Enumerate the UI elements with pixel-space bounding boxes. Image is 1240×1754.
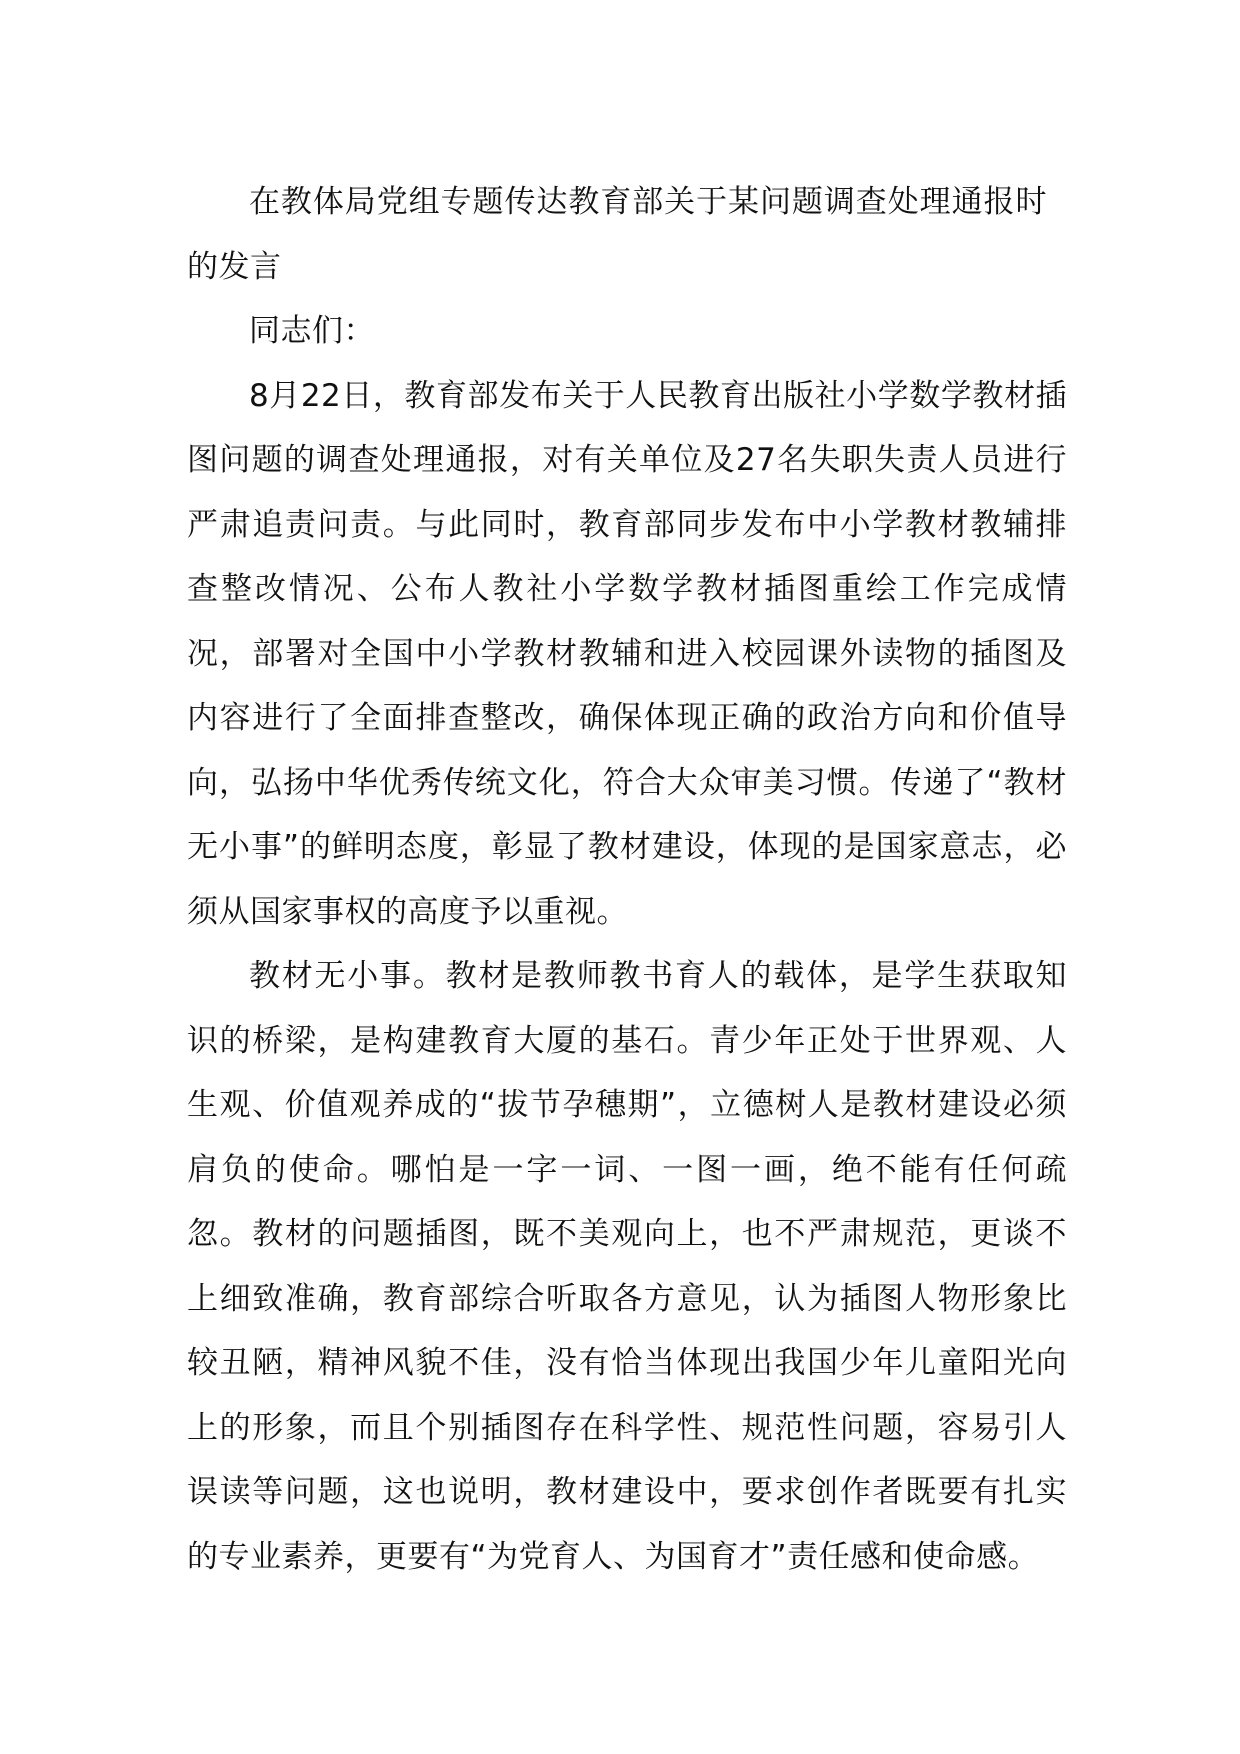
salutation: 同志们：: [249, 313, 375, 349]
body-paragraph: 8月22日，教育部发布关于人民教育出版社小学数学教材插图问题的调查处理通报，对有关单位及27名失职失责人员进行严肃追责问责。与此同时，教育部同步发布中小学教材教辅排查整改情况、公布人教社小学数学教材插图重绘工作完成情况，部署对全国中小学教材教辅和进入校园课外读物的插图及内容进行了全面排查整改，确保体现正确的政治方向和价值导向，弘扬中华优秀传统文化，符合大众审美习惯。传递了“教材无小事”的鲜明态度，彰显了教材建设，体现的是国家意志，必须从国家事权的高度予以重视。: [187, 377, 1067, 930]
speech-title: 在教体局党组专题传达教育部关于某问题调查处理通报时的发言: [187, 184, 1047, 285]
body-paragraph: 教材无小事。教材是教师教书育人的载体，是学生获取知识的桥梁，是构建教育大厦的基石。青少年正处于世界观、人生观、价值观养成的“拔节孕穗期”，立德树人是教材建设必须肩负的使命。哪怕是一字一词、一图一画，绝不能有任何疏忽。教材的问题插图，既不美观向上，也不严肃规范，更谈不上细致准确，教育部综合听取各方意见，认为插图人物形象比较丑陋，精神风貌不佳，没有恰当体现出我国少年儿童阳光向上的形象，而且个别插图存在科学性、规范性问题，容易引人误读等问题，这也说明，教材建设中，要求创作者既要有扎实的专业素养，更要有“为党育人、为国育才”责任感和使命感。: [187, 958, 1067, 1575]
document-body: [187, 170, 1067, 1589]
